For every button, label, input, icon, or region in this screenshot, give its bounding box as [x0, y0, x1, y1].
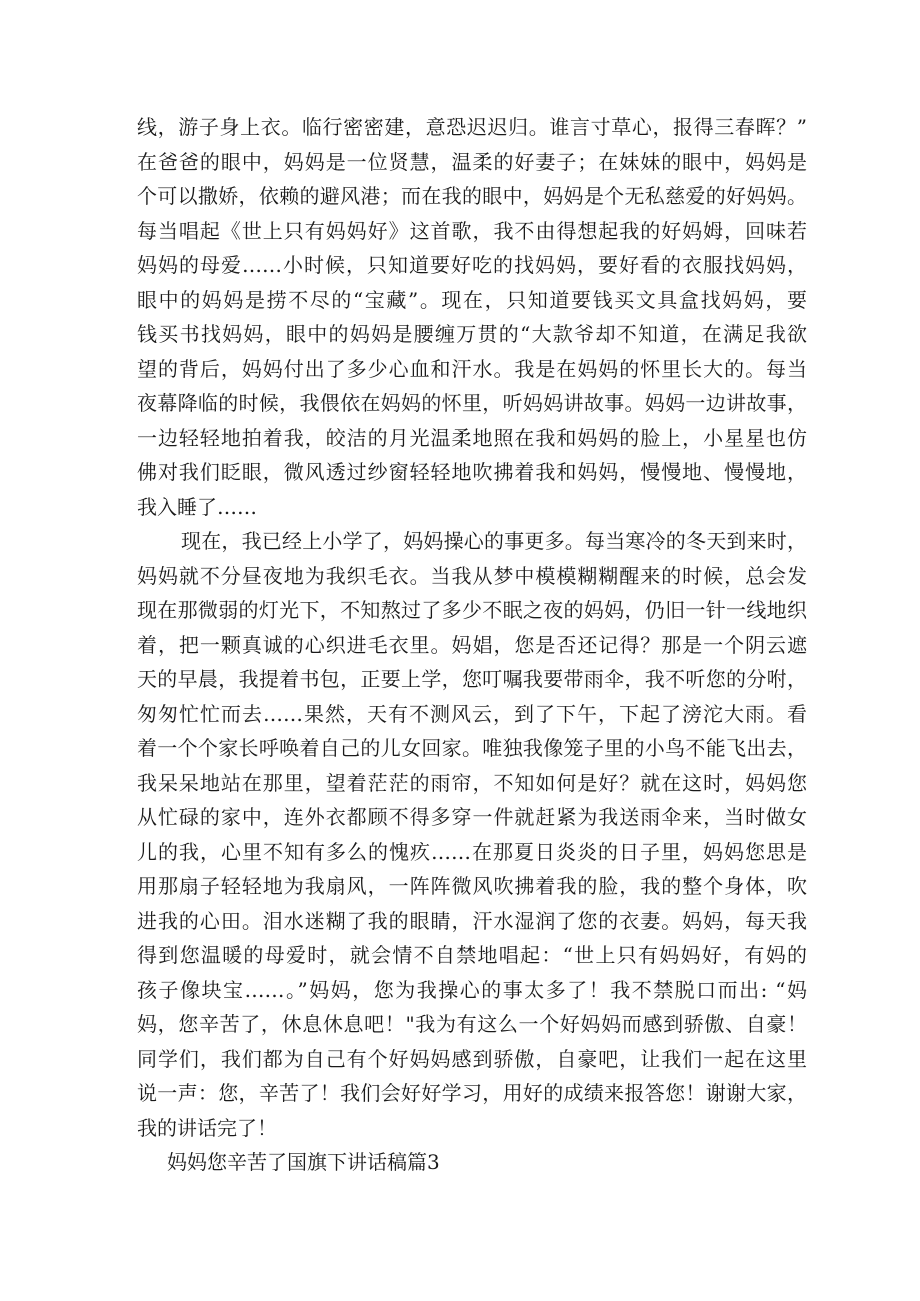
text-line: 佛对我们眨眼，微风透过纱窗轻轻地吹拂着我和妈妈，慢慢地、慢慢地， [137, 460, 807, 484]
text-line: 匆匆忙忙而去……果然，天有不测风云，到了下午，下起了滂沱大雨。看 [137, 701, 807, 726]
text-line: 儿的我，心里不知有多么的愧疚……在那夏日炎炎的日子里，妈妈您思是 [137, 839, 807, 864]
text-line: 个可以撒娇，依赖的避风港；而在我的眼中，妈妈是个无私慈爱的好妈妈。 [137, 184, 807, 208]
document-page [137, 110, 807, 1180]
text-line: 眼中的妈妈是捞不尽的“宝藏”。现在，只知道要钱买文具盒找妈妈，要 [137, 287, 807, 312]
text-line: 夜幕降临的时候，我偎依在妈妈的怀里，听妈妈讲故事。妈妈一边讲故事， [137, 391, 807, 415]
text-line: 说一声：您，辛苦了！我们会好好学习，用好的成绩来报答您！谢谢大家， [137, 1081, 807, 1105]
text-line: 进我的心田。泪水迷糊了我的眼睛，汗水湿润了您的衣妻。妈妈，每天我 [137, 908, 807, 933]
text-line: 妈妈的母爱……小时候，只知道要好吃的找妈妈，要好看的衣服找妈妈， [137, 253, 807, 277]
text-line: 着一个个家长呼唤着自己的儿女回家。唯独我像笼子里的小鸟不能飞出去， [137, 736, 807, 760]
text-line: 现在，我已经上小学了，妈妈操心的事更多。每当寒冷的冬天到来时， [181, 529, 807, 553]
text-line: 孩子像块宝……。”妈妈，您为我操心的事太多了！我不禁脱口而出: “妈 [137, 977, 807, 1002]
text-line: 我入睡了…… [137, 494, 257, 519]
text-line: 一边轻轻地拍着我，皎洁的月光温柔地照在我和妈妈的脸上，小星星也仿 [137, 425, 807, 450]
text-line: 用那扇子轻轻地为我扇风，一阵阵微风吹拂着我的脸，我的整个身体，吹 [137, 874, 807, 898]
text-line: 同学们，我们都为自己有个好妈妈感到骄傲，自豪吧，让我们一起在这里 [137, 1046, 807, 1071]
text-line: 天的早晨，我提着书包，正要上学，您叮嘱我要带雨伞，我不听您的分咐， [137, 667, 807, 691]
text-line: 着，把一颗真诚的心织进毛衣里。妈娼，您是否还记得？那是一个阴云遮 [137, 632, 807, 657]
section-heading: 妈妈您辛苦了国旗下讲话稿篇3 [167, 1150, 440, 1174]
text-line: 得到您温暖的母爱时，就会情不自禁地唱起：“世上只有妈妈好，有妈的 [137, 943, 807, 967]
text-line: 我的讲话完了！ [137, 1115, 277, 1140]
text-line: 望的背后，妈妈付出了多少心血和汗水。我是在妈妈的怀里长大的。每当 [137, 356, 807, 381]
text-line: 在爸爸的眼中，妈妈是一位贤慧，温柔的好妻子；在妹妹的眼中，妈妈是 [137, 149, 807, 174]
paragraph-2 [137, 524, 807, 1145]
text-line: 线，游子身上衣。临行密密建，意恐迟迟归。谁言寸草心，报得三春晖？” [137, 115, 807, 139]
paragraph-1 [137, 110, 807, 524]
text-line: 妈，您辛苦了，休息休息吧！"我为有这么一个好妈妈而感到骄傲、自豪！ [137, 1012, 807, 1036]
text-line: 妈妈就不分昼夜地为我织毛衣。当我从梦中模模糊糊醒来的时候，总会发 [137, 563, 807, 588]
text-line: 每当唱起《世上只有妈妈好》这首歌，我不由得想起我的好妈姆，回味若 [137, 218, 807, 243]
text-line: 从忙碌的家中，连外衣都顾不得多穿一件就赶紧为我送雨伞来，当时做女 [137, 805, 807, 829]
text-line: 现在那微弱的灯光下，不知熬过了多少不眠之夜的妈妈，仍旧一针一线地织 [137, 598, 807, 622]
text-line: 钱买书找妈妈，眼中的妈妈是腰缠万贯的“大款爷却不知道，在满足我欲 [137, 322, 807, 346]
text-line: 我呆呆地站在那里，望着茫茫的雨帘，不知如何是好？就在这时，妈妈您 [137, 770, 807, 795]
